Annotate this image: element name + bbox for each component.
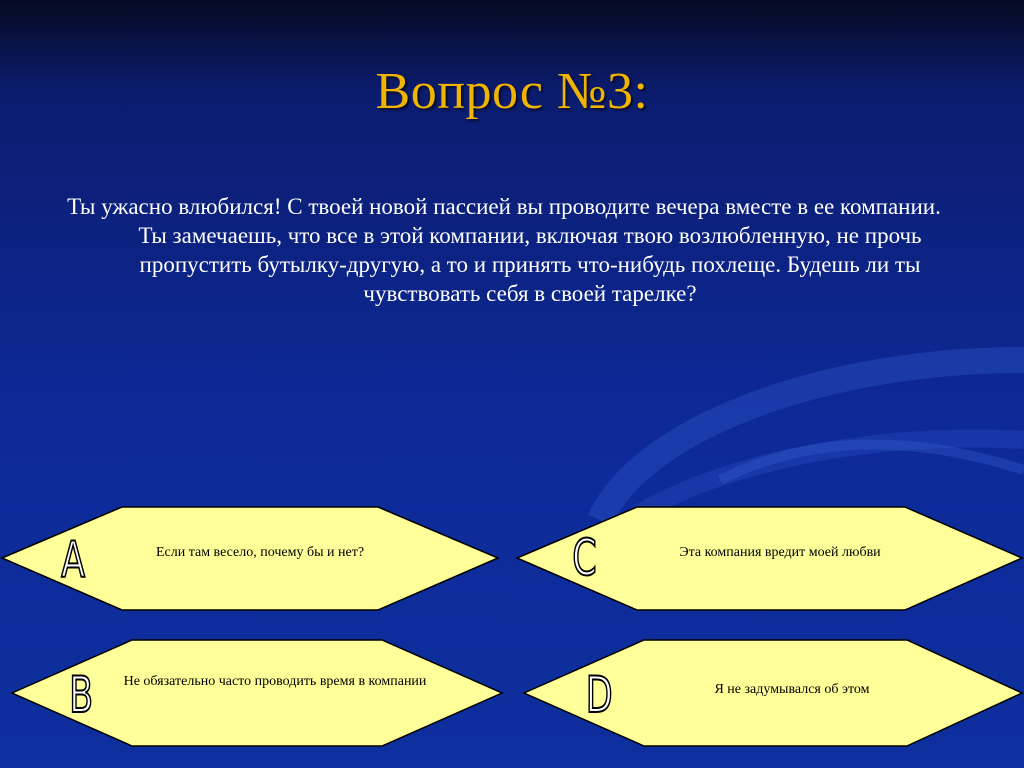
answer-a-letter: A xyxy=(61,531,86,589)
answer-b-text: Не обязательно часто проводить время в компании xyxy=(123,674,427,689)
answer-b-letter: B xyxy=(69,666,94,724)
page-title: Вопрос №3: xyxy=(375,63,649,120)
answer-a[interactable] xyxy=(0,505,500,612)
answer-b[interactable] xyxy=(10,638,504,748)
answer-d-letter: D xyxy=(585,666,613,724)
answer-c[interactable] xyxy=(515,505,1024,612)
answer-d[interactable] xyxy=(522,638,1024,748)
question-text: Ты ужасно влюбился! С твоей новой пассией вы проводите вечера вместе в ее компании. Ты замечаешь, что все в этой компании, включая твою возлюбленную, не прочь пропустить бутылку-другую, а то и принять что-нибудь похлеще. Будешь ли ты чувствовать себя в своей тарелке? xyxy=(67,194,941,306)
answer-c-text: Эта компания вредит моей любви xyxy=(679,545,881,560)
answer-c-letter: C xyxy=(572,529,597,587)
answer-d-text: Я не задумывался об этом xyxy=(714,682,870,697)
answer-a-text: Если там весело, почему бы и нет? xyxy=(155,545,365,560)
